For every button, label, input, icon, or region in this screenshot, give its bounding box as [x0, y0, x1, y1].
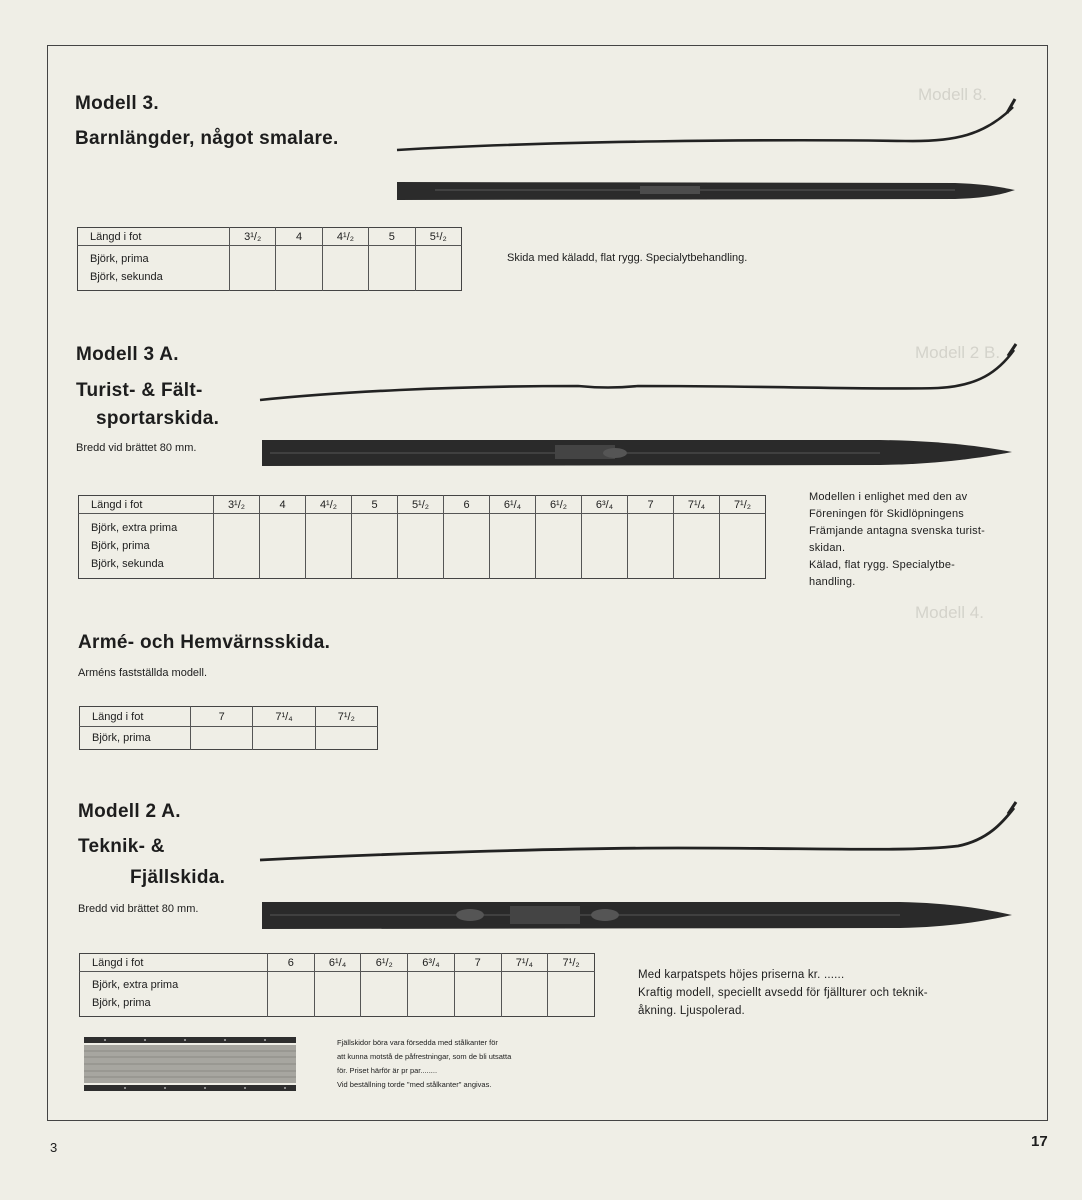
section3-title: Armé- och Hemvärnsskida. [78, 632, 331, 653]
note-line: Modellen i enlighet med den av [809, 491, 968, 503]
ski-side-profile-2 [258, 342, 1028, 402]
size-cell: 5¹/₂ [415, 228, 461, 246]
grade-row: Björk, prima [91, 540, 150, 552]
page-number-right: 17 [1031, 1133, 1048, 1150]
section2-width-note: Bredd vid brättet 80 mm. [76, 442, 197, 454]
size-cell: 6¹/₂ [361, 954, 408, 972]
section4-subtitle-line2: Fjällskida. [130, 867, 226, 888]
note-line: skidan. [809, 542, 846, 554]
steel-edge-note [337, 1036, 602, 1092]
section4-note [638, 966, 1030, 1020]
size-table-4 [79, 953, 595, 1017]
size-cell: 4 [260, 496, 306, 514]
table-label: Längd i fot [80, 707, 191, 727]
note-line: Föreningen för Skidlöpningens [809, 508, 965, 520]
size-cell: 5 [352, 496, 398, 514]
size-cell: 5¹/₂ [398, 496, 444, 514]
size-cell: 6³/₄ [408, 954, 455, 972]
section4-subtitle-line1: Teknik- & [78, 836, 165, 857]
note-line: Fjällskidor böra vara försedda med stålkanter för [337, 1038, 498, 1047]
grade-row: Björk, sekunda [91, 558, 164, 570]
grade-row: Björk, extra prima [92, 979, 179, 991]
bleed-text-2: Modell 2 B. [915, 343, 1001, 362]
grade-row: Björk, prima [90, 253, 149, 265]
note-line: Främjande antagna svenska turist- [809, 525, 985, 537]
size-cell: 6 [268, 954, 315, 972]
bleed-text-3: Modell 4. [915, 603, 984, 622]
size-cell: 4 [276, 228, 322, 246]
size-cell: 3¹/₂ [214, 496, 260, 514]
size-cell: 7 [191, 707, 253, 727]
steel-edge-ski-illustration [84, 1035, 299, 1093]
size-cell: 7¹/₄ [674, 496, 720, 514]
table-label: Längd i fot [80, 954, 268, 972]
grade-list [80, 972, 268, 1017]
size-cell: 7¹/₄ [501, 954, 548, 972]
grade-list [79, 514, 214, 579]
grade-row: Björk, prima [92, 997, 151, 1009]
grade-row: Björk, sekunda [90, 271, 163, 283]
size-cell: 3¹/₂ [230, 228, 276, 246]
section2-note [809, 489, 1029, 591]
grade-list [78, 246, 230, 291]
section1-note: Skida med käladd, flat rygg. Specialytbehandling. [507, 252, 748, 264]
note-line: åkning. Ljuspolerad. [638, 1005, 745, 1017]
page-number-left: 3 [50, 1140, 58, 1155]
ski-side-profile-4 [258, 800, 1028, 875]
grade-row: Björk, prima [92, 732, 151, 744]
size-cell: 6¹/₄ [490, 496, 536, 514]
size-table-1 [77, 227, 462, 291]
section2-subtitle-line1: Turist- & Fält- [76, 380, 203, 401]
size-table-3 [79, 706, 378, 750]
section4-width-note: Bredd vid brättet 80 mm. [78, 903, 199, 915]
section1-title: Modell 3. [75, 93, 159, 114]
size-cell: 7¹/₂ [548, 954, 595, 972]
section2-subtitle-line2: sportarskida. [96, 408, 220, 429]
note-line: Vid beställning torde "med stålkanter" angivas. [337, 1080, 492, 1089]
grade-row: Björk, extra prima [91, 522, 178, 534]
size-cell: 7¹/₂ [720, 496, 766, 514]
section3-subtitle: Arméns fastställda modell. [78, 667, 207, 679]
size-cell: 7¹/₂ [315, 707, 377, 727]
size-cell: 7 [454, 954, 501, 972]
ski-top-view-4 [260, 898, 1030, 932]
grade-list [80, 727, 191, 750]
ski-side-profile-1 [395, 95, 1035, 155]
note-line: handling. [809, 576, 856, 588]
size-cell: 4¹/₂ [322, 228, 368, 246]
size-cell: 6¹/₂ [536, 496, 582, 514]
note-line: Med karpatspets höjes priserna kr. ...... [638, 969, 845, 981]
size-cell: 5 [369, 228, 415, 246]
size-cell: 6 [444, 496, 490, 514]
note-line: för. Priset härför är pr par........ [337, 1066, 438, 1075]
size-cell: 6¹/₄ [314, 954, 361, 972]
size-cell: 4¹/₂ [306, 496, 352, 514]
size-cell: 7¹/₄ [253, 707, 315, 727]
size-cell: 6³/₄ [582, 496, 628, 514]
size-cell: 7 [628, 496, 674, 514]
size-table-2 [78, 495, 766, 579]
table-label: Längd i fot [79, 496, 214, 514]
section2-title: Modell 3 A. [76, 344, 179, 365]
note-line: Kälad, flat rygg. Specialytbe- [809, 559, 956, 571]
section4-title: Modell 2 A. [78, 801, 181, 822]
bleed-text-1: Modell 8. [918, 85, 987, 104]
note-line: att kunna motstå de påfrestningar, som de bli utsatta [337, 1052, 512, 1061]
section1-subtitle: Barnlängder, något smalare. [75, 128, 339, 149]
ski-top-view-2 [260, 437, 1030, 469]
ski-top-view-1 [395, 179, 1035, 205]
note-line: Kraftig modell, speciellt avsedd för fjällturer och teknik- [638, 987, 928, 999]
table-label: Längd i fot [78, 228, 230, 246]
